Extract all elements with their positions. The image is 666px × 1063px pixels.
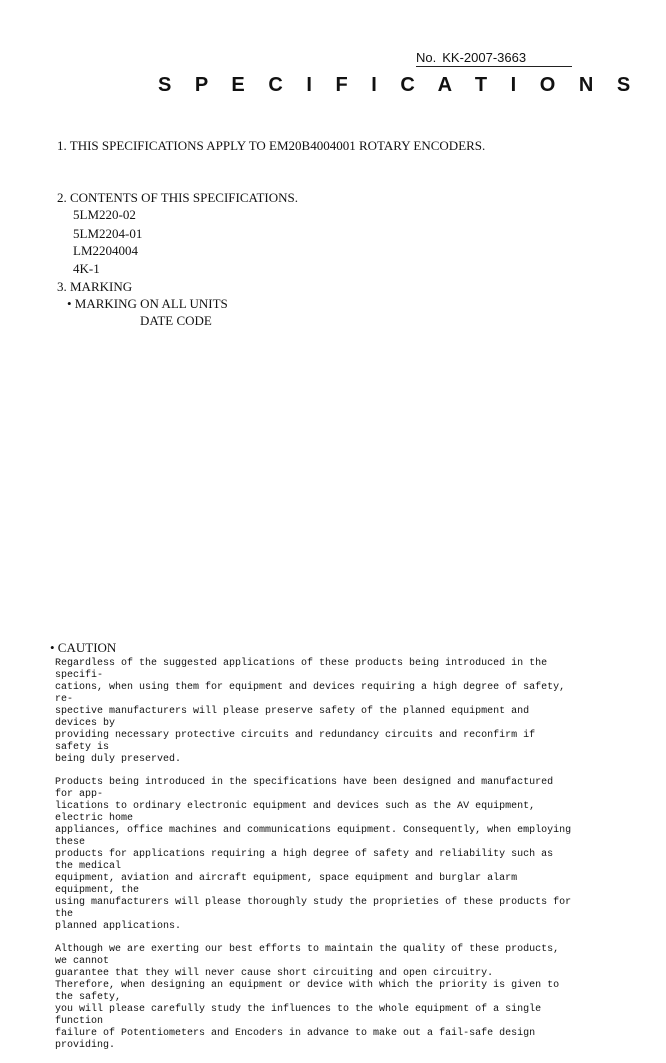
document-number-label: No.: [416, 50, 437, 65]
contents-item: 5LM2204-01: [73, 226, 143, 241]
document-number-value: KK-2007-3663: [442, 50, 527, 65]
contents-item: 5LM220-02: [73, 207, 136, 222]
section-1-text: 1. THIS SPECIFICATIONS APPLY TO EM20B4004001 ROTARY ENCODERS.: [57, 138, 486, 153]
caution-heading: • CAUTION: [50, 640, 117, 655]
contents-item: LM2204004: [73, 243, 138, 258]
caution-paragraph: Regardless of the suggested applications of these products being introduced in the specifi- cations, when using them for equipment and devices requiring a high degree of safety, re- spective manufacturers will please preserve safety of the planned equipment and devices by providing necessary protective circuits and redundancy circuits and reconfirm if safety is being duly preserved.: [55, 658, 566, 765]
caution-paragraph: Although we are exerting our best efforts to maintain the quality of these products, we cannot guarantee that they will never cause short circuiting and open circuitry. Therefore, when designing an equipment or device with which the priority is given to the safety, you will please carefully study the influences to the whole equipment of a single function failure of Potentiometers and Encoders in advance to make out a fail-safe design providing.: [55, 944, 560, 1051]
date-code-label: DATE CODE: [140, 313, 212, 328]
section-2-heading: 2. CONTENTS OF THIS SPECIFICATIONS.: [57, 190, 299, 205]
section-3-heading: 3. MARKING: [57, 279, 133, 294]
page-title: S P E C I F I C A T I O N S: [158, 74, 640, 96]
document-number: [416, 50, 572, 67]
caution-paragraph: Products being introduced in the specifications have been designed and manufactured for app- lications to ordinary electronic equipment and devices such as the AV equipment, electric home appliances, office machines and communications equipment. Consequently, when employing these products for applications requiring a high degree of safety and reliability such as the medical equipment, aviation and aircraft equipment, space equipment and burglar alarm equipment, the using manufacturers will please thoroughly study the proprieties of these products for the planned applications.: [55, 777, 572, 932]
contents-item: 4K-1: [73, 261, 100, 276]
caution-body: [55, 658, 575, 1063]
marking-bullet: • MARKING ON ALL UNITS: [67, 296, 228, 311]
